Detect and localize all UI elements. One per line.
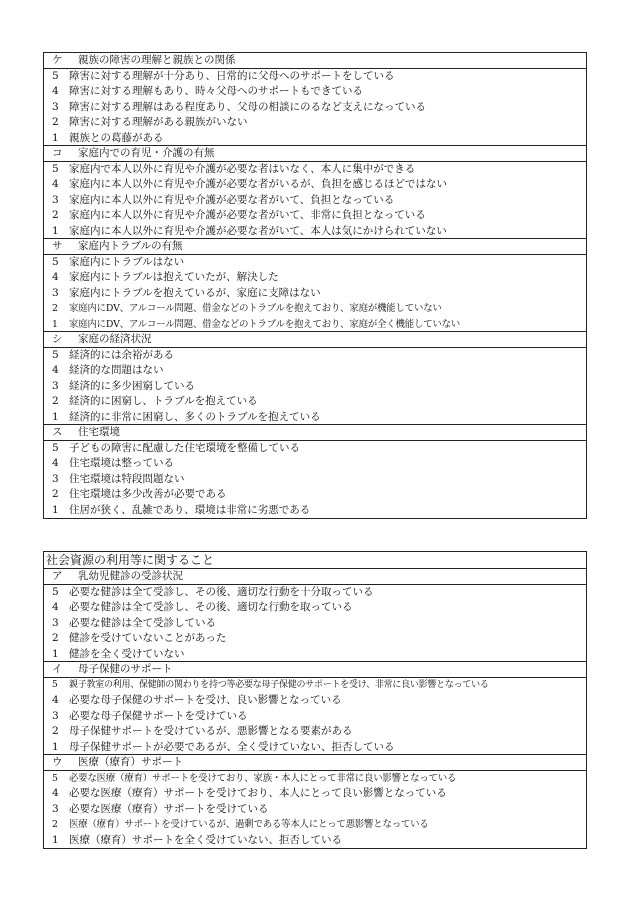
criteria-text: 医療（療育）サポートを受けているが、過剰である等本人にとって悪影響となっている — [69, 819, 429, 830]
section-header — [44, 662, 586, 678]
score-number: 3 — [52, 100, 59, 113]
criteria-row — [44, 69, 586, 85]
section-letter: シ — [52, 333, 63, 345]
criteria-row — [44, 647, 586, 663]
criteria-row — [44, 410, 586, 426]
criteria-row — [44, 255, 586, 271]
criteria-row — [44, 802, 586, 818]
section-header — [44, 332, 586, 348]
criteria-row — [44, 441, 586, 457]
score-number: 1 — [52, 647, 59, 660]
score-number: 3 — [52, 193, 59, 206]
criteria-text: 家庭内に本人以外に育児や介護が必要な者がいて、本人は気にかけられていない — [69, 224, 447, 237]
section-header — [44, 146, 586, 162]
criteria-row — [44, 177, 586, 193]
section-letter: サ — [52, 240, 63, 252]
criteria-row — [44, 456, 586, 472]
score-number: 3 — [52, 709, 59, 722]
criteria-text: 必要な医療（療育）サポートを受けており、家族・本人にとって非常に良い影響となっている — [69, 772, 457, 784]
criteria-text: 住宅環境は多少改善が必要である — [69, 488, 227, 500]
criteria-row — [44, 693, 586, 709]
score-number: 5 — [52, 772, 58, 784]
family-criteria-table — [43, 52, 587, 519]
score-number: 2 — [52, 116, 59, 128]
criteria-row — [44, 162, 586, 178]
criteria-text: 母子保健サポートが必要であるが、全く受けていない、拒否している — [69, 740, 395, 753]
score-number: 5 — [52, 585, 59, 598]
score-number: 1 — [52, 833, 59, 846]
criteria-text: 家庭内にDV、アルコール問題、借金などのトラブルを抱えており、家庭が機能していない — [69, 303, 442, 314]
section-title: 住宅環境 — [78, 426, 120, 438]
section-letter: ア — [52, 570, 63, 582]
section-letter: ス — [52, 426, 63, 438]
criteria-row — [44, 317, 586, 333]
criteria-row — [44, 786, 586, 802]
criteria-text: 必要な母子保健サポートを受けている — [69, 709, 248, 722]
score-number: 1 — [52, 410, 59, 423]
criteria-text: 子どもの障害に配慮した住宅環境を整備している — [69, 441, 300, 454]
criteria-row — [44, 833, 586, 849]
criteria-text: 家庭内に本人以外に育児や介護が必要な者がいて、非常に負担となっている — [69, 209, 426, 221]
criteria-row — [44, 363, 586, 379]
section-letter: コ — [52, 147, 63, 159]
criteria-row — [44, 208, 586, 224]
criteria-text: 家庭内に本人以外に育児や介護が必要な者がいるが、負担を感じるほどではない — [69, 178, 447, 190]
criteria-row — [44, 771, 586, 787]
criteria-text: 家庭内にトラブルはない — [69, 255, 185, 268]
criteria-row — [44, 724, 586, 740]
criteria-row — [44, 270, 586, 286]
criteria-text: 健診を受けていないことがあった — [69, 632, 227, 644]
criteria-text: 医療（療育）サポートを全く受けていない、拒否している — [69, 833, 342, 846]
criteria-text: 経済的に非常に困窮し、多くのトラブルを抱えている — [69, 410, 321, 423]
section-letter: イ — [52, 663, 63, 675]
social-resource-table — [43, 551, 587, 849]
score-number: 5 — [52, 679, 58, 690]
score-number: 4 — [52, 178, 59, 190]
criteria-row — [44, 379, 586, 395]
criteria-text: 家庭内にトラブルを抱えているが、家庭に支障はない — [69, 286, 321, 299]
criteria-text: 必要な医療（療育）サポートを受けており、本人にとって良い影響となっている — [69, 787, 447, 799]
score-number: 4 — [52, 271, 59, 283]
score-number: 1 — [52, 740, 59, 753]
score-number: 5 — [52, 348, 59, 361]
score-number: 1 — [52, 131, 59, 144]
criteria-text: 必要な健診は全て受診し、その後、適切な行動を十分取っている — [69, 585, 374, 598]
score-number: 2 — [52, 303, 58, 314]
criteria-row — [44, 678, 586, 694]
criteria-row — [44, 394, 586, 410]
criteria-text: 経済的な問題はない — [69, 364, 164, 376]
criteria-text: 経済的には余裕がある — [69, 348, 174, 361]
criteria-text: 家庭内で本人以外に育児や介護が必要な者はいなく、本人に集中ができる — [69, 162, 416, 175]
score-number: 4 — [52, 787, 59, 799]
criteria-row — [44, 585, 586, 601]
score-number: 4 — [52, 601, 59, 613]
score-number: 5 — [52, 441, 59, 454]
score-number: 4 — [52, 457, 59, 469]
criteria-row — [44, 740, 586, 756]
criteria-row — [44, 631, 586, 647]
score-number: 5 — [52, 162, 59, 175]
score-number: 2 — [52, 725, 59, 737]
criteria-text: 家庭内に本人以外に育児や介護が必要な者がいて、負担となっている — [69, 193, 395, 206]
criteria-text: 母子保健サポートを受けているが、悪影響となる要素がある — [69, 725, 353, 737]
criteria-text: 健診を全く受けていない — [69, 647, 185, 660]
criteria-text: 家庭内にトラブルは抱えていたが、解決した — [69, 271, 279, 283]
score-number: 4 — [52, 85, 59, 97]
criteria-text: 経済的に困窮し、トラブルを抱えている — [69, 395, 258, 407]
criteria-row — [44, 115, 586, 131]
criteria-row — [44, 348, 586, 364]
section-title: 乳幼児健診の受診状況 — [78, 570, 183, 582]
criteria-text: 障害に対する理解がある親族がいない — [69, 116, 248, 128]
criteria-row — [44, 817, 586, 833]
section-title: 家庭の経済状況 — [78, 333, 152, 345]
criteria-row — [44, 472, 586, 488]
criteria-text: 必要な医療（療育）サポートを受けている — [69, 802, 269, 815]
score-number: 3 — [52, 472, 59, 485]
criteria-row — [44, 616, 586, 632]
score-number: 2 — [52, 488, 59, 500]
section-letter: ウ — [52, 756, 63, 768]
section-title: 医療（療育）サポート — [78, 756, 183, 768]
criteria-text: 必要な健診は全て受診し、その後、適切な行動を取っている — [69, 601, 353, 613]
criteria-text: 住宅環境は特段問題ない — [69, 472, 185, 485]
criteria-text: 経済的に多少困窮している — [69, 379, 195, 392]
section-header — [44, 755, 586, 771]
score-number: 3 — [52, 802, 59, 815]
criteria-row — [44, 709, 586, 725]
criteria-text: 家庭内にDV、アルコール問題、借金などのトラブルを抱えており、家庭が全く機能していない — [69, 318, 461, 330]
score-number: 2 — [52, 819, 58, 830]
score-number: 1 — [52, 318, 58, 330]
criteria-text: 住宅環境は整っている — [69, 457, 174, 469]
score-number: 5 — [52, 255, 59, 268]
criteria-row — [44, 600, 586, 616]
score-number: 2 — [52, 209, 59, 221]
score-number: 1 — [52, 224, 59, 237]
criteria-row — [44, 193, 586, 209]
score-number: 4 — [52, 364, 59, 376]
score-number: 2 — [52, 632, 59, 644]
score-number: 3 — [52, 379, 59, 392]
section-letter: ケ — [52, 54, 63, 66]
section-title: 家庭内トラブルの有無 — [78, 240, 183, 252]
criteria-row — [44, 100, 586, 116]
score-number: 1 — [52, 503, 59, 516]
section-header — [44, 425, 586, 441]
section-title: 母子保健のサポート — [78, 663, 173, 675]
score-number: 5 — [52, 69, 59, 82]
criteria-text: 必要な健診は全て受診している — [69, 616, 216, 629]
criteria-row — [44, 301, 586, 317]
criteria-text: 障害に対する理解が十分あり、日常的に父母へのサポートをしている — [69, 69, 395, 82]
criteria-text: 障害に対する理解もあり、時々父母へのサポートもできている — [69, 85, 363, 97]
criteria-text: 親族との葛藤がある — [69, 131, 164, 144]
criteria-text: 必要な母子保健のサポートを受け、良い影響となっている — [69, 694, 342, 706]
score-number: 4 — [52, 694, 59, 706]
score-number: 3 — [52, 616, 59, 629]
criteria-text: 親子教室の利用、保健師の関わりを持つ等必要な母子保健のサポートを受け、非常に良い影響となっている — [69, 679, 489, 690]
section-title: 家庭内での育児・介護の有無 — [78, 147, 215, 159]
criteria-row — [44, 224, 586, 240]
section-header — [44, 569, 586, 585]
section-header — [44, 239, 586, 255]
criteria-row — [44, 503, 586, 519]
table-title: 社会資源の利用等に関すること — [44, 552, 586, 569]
criteria-row — [44, 286, 586, 302]
score-number: 2 — [52, 395, 59, 407]
score-number: 3 — [52, 286, 59, 299]
criteria-text: 障害に対する理解はある程度あり、父母の相談にのるなど支えになっている — [69, 100, 426, 113]
criteria-row — [44, 131, 586, 147]
criteria-text: 住居が狭く、乱雑であり、環境は非常に劣悪である — [69, 503, 311, 516]
criteria-row — [44, 487, 586, 503]
section-title: 親族の障害の理解と親族との関係 — [78, 54, 236, 66]
criteria-row — [44, 84, 586, 100]
section-header — [44, 53, 586, 69]
